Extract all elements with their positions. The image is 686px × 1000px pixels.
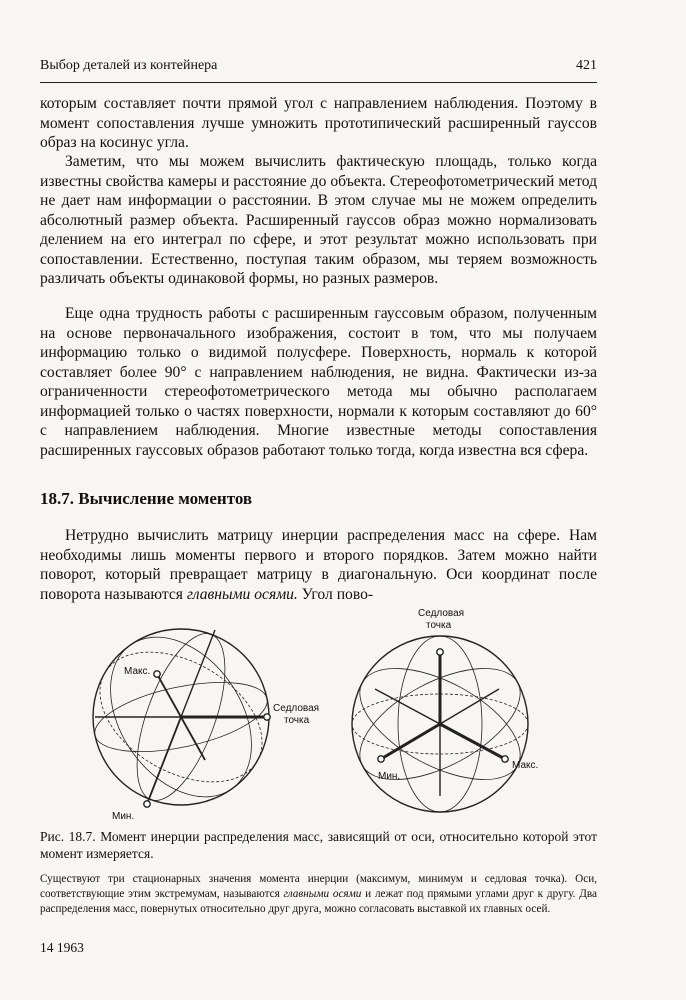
figure-note: [40, 872, 597, 917]
right-min-point: [378, 756, 384, 762]
left-saddle-label-1: Седловая: [273, 703, 320, 714]
left-min-point: [144, 801, 150, 807]
left-saddle-point: [264, 714, 270, 720]
figure-note-text: Существуют три стационарных значения момента инерции (максимум, минимум и седловая точка). Оси, соответствующие этим экстремумам, называются: [40, 873, 597, 900]
left-sphere: [77, 611, 284, 824]
page-number: 421: [576, 58, 597, 73]
left-axis-min: [147, 717, 181, 804]
right-sphere: [343, 636, 538, 812]
header-rule: [40, 82, 597, 83]
print-signature: 14 1963: [40, 940, 84, 955]
section-title: 18.7. Вычисление моментов: [40, 489, 253, 508]
left-max-label: Макс.: [124, 666, 151, 677]
paragraph-4-end: Угол пово-: [297, 585, 374, 603]
right-saddle-point: [437, 649, 443, 655]
paragraph-2: Заметим, что мы можем вычислить фактическую площадь, только когда известны свойства камеры и расстояние до объекта. Стереофотометрический метод не дает нам информации о расстоянии. В этом случае мы не можем определить абсолютный размер объекта. Расширенный гауссов образ можно нормализовать делением на его интеграл по сфере, и этот результат можно использовать при сопоставлении. Естественно, поступая таким образом, мы теряем возможность различать объекты одинаковой формы, но разных размеров.: [40, 153, 597, 287]
left-max-point: [154, 671, 160, 677]
left-min-label: Мин.: [112, 811, 135, 822]
figure-note-end: и лежат под прямыми углами друг к другу. Два распределения масс, повернутых относительно друг друга, можно согласовать выставкой их главных осей.: [40, 888, 597, 915]
right-saddle-label-2: точка: [426, 620, 452, 631]
running-title: Выбор деталей из контейнера: [40, 58, 218, 73]
figure-18-7: [40, 604, 597, 824]
paragraph-1: которым составляет почти прямой угол с направлением наблюдения. Поэтому в момент сопоставления лучше умножить прототипический расширенный гауссов образ на косинус угла.: [40, 95, 597, 151]
right-max-label: Макс.: [512, 760, 539, 771]
running-header: [40, 58, 597, 80]
figure-drawing: [40, 604, 597, 824]
left-axis-min-back: [181, 630, 215, 717]
left-saddle-label-2: точка: [284, 715, 310, 726]
figure-note-term: главными осями: [283, 888, 362, 900]
right-max-point: [502, 756, 508, 762]
right-axis-min-back: [440, 689, 499, 724]
right-saddle-label-1: Седловая: [418, 608, 465, 619]
paragraph-4-text: Нетрудно вычислить матрицу инерции распределения масс на сфере. Нам необходимы лишь моменты первого и второго порядков. Затем можно найти поворот, который превращает матрицу в диагональную. Оси координат после поворота называются: [40, 527, 597, 603]
figure-caption: Рис. 18.7. Момент инерции распределения масс, зависящий от оси, относительно которой этот момент измеряется.: [40, 829, 597, 861]
paragraph-3: Еще одна трудность работы с расширенным гауссовым образом, полученным на основе первоначального изображения, состоит в том, что мы получаем информацию только о видимой полусфере. Поверхность, нормаль к которой составляет более 90° с направлением наблюдения, не видна. Фактически из-за ограниченности стереофотометрического метода мы обычно располагаем информацией только о частях поверхности, нормали к которым составляют до 60° с направлением наблюдения. Многие известные методы сопоставления расширенных гауссовых образов работают только тогда, когда известна вся сфера.: [40, 305, 597, 459]
right-min-label: Мин.: [378, 771, 401, 782]
paragraph-4: [40, 526, 597, 604]
principal-axes-term: главными осями.: [186, 585, 298, 603]
